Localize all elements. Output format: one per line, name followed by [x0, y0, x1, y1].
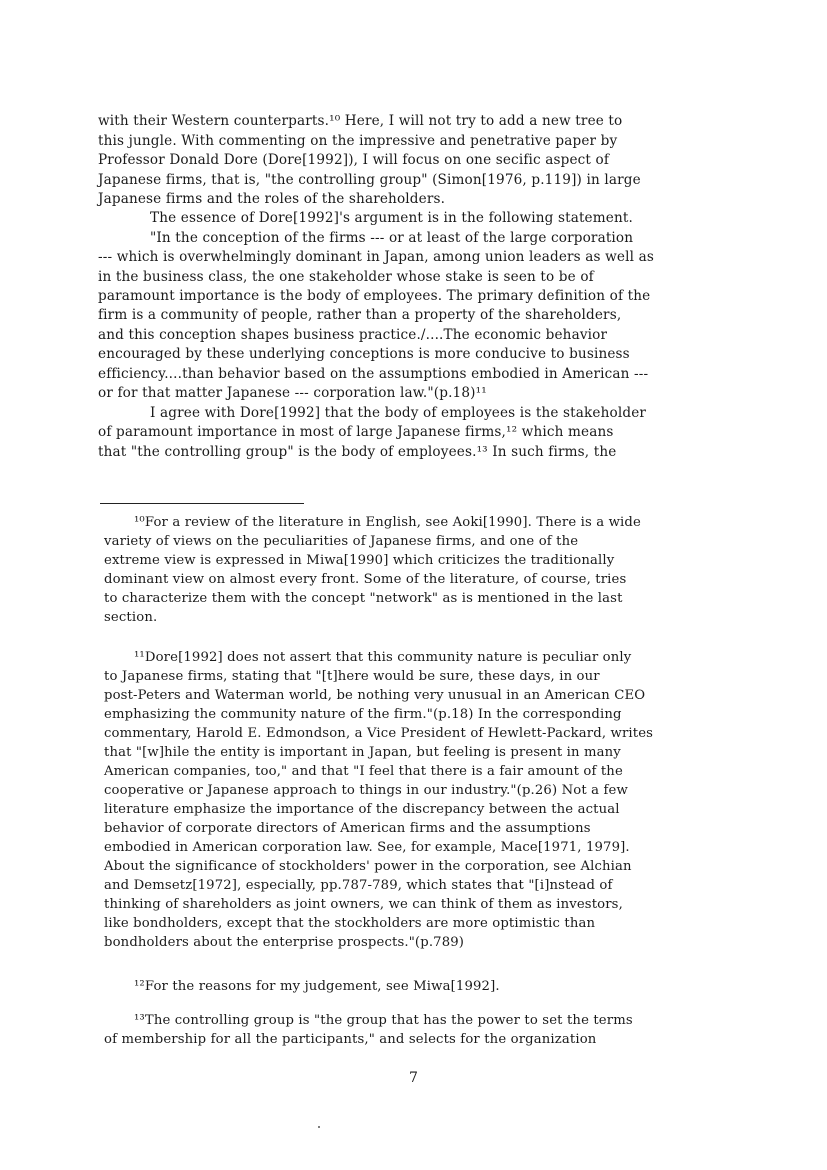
footnote-11-line: like bondholders, except that the stockholders are more optimistic than — [104, 916, 596, 931]
quote-line: paramount importance is the body of employees. The primary definition of the — [98, 288, 651, 304]
footnote-10-line: variety of views on the peculiarities of Japanese firms, and one of the — [104, 534, 579, 549]
footnote-13-line: ¹³The controlling group is "the group that has the power to set the terms — [134, 1013, 633, 1028]
scan-speck — [318, 1126, 320, 1128]
footnote-10-line: dominant view on almost every front. Some of the literature, of course, tries — [104, 572, 627, 587]
footnote-11-line: emphasizing the community nature of the firm."(p.18) In the corresponding — [104, 707, 622, 722]
quote-line: "In the conception of the firms --- or at least of the large corporation — [150, 230, 634, 246]
quote-line: encouraged by these underlying conceptions is more conducive to business — [98, 346, 630, 362]
footnote-11-line: About the significance of stockholders' power in the corporation, see Alchian — [104, 859, 632, 874]
quote-line: --- which is overwhelmingly dominant in Japan, among union leaders as well as — [98, 249, 654, 265]
body-line: of paramount importance in most of large Japanese firms,¹² which means — [98, 424, 614, 440]
footnote-10-line: to characterize them with the concept "network" as is mentioned in the last — [104, 591, 623, 606]
footnote-10-line: section. — [104, 610, 158, 625]
body-line: The essence of Dore[1992]'s argument is in the following statement. — [150, 210, 633, 226]
footnote-11-line: commentary, Harold E. Edmondson, a Vice President of Hewlett-Packard, writes — [104, 726, 654, 741]
footnote-11-line: and Demsetz[1972], especially, pp.787-789, which states that "[i]nstead of — [104, 878, 613, 893]
body-line: I agree with Dore[1992] that the body of employees is the stakeholder — [150, 405, 647, 421]
footnote-separator — [100, 503, 304, 504]
body-line: Japanese firms, that is, "the controlling group" (Simon[1976, p.119]) in large — [98, 172, 641, 188]
body-line: Professor Donald Dore (Dore[1992]), I will focus on one secific aspect of — [98, 152, 610, 168]
footnote-11-line: literature emphasize the importance of the discrepancy between the actual — [104, 802, 620, 817]
quote-line: firm is a community of people, rather than a property of the shareholders, — [98, 307, 622, 323]
body-line: that "the controlling group" is the body of employees.¹³ In such firms, the — [98, 444, 617, 460]
page-number: 7 — [409, 1070, 418, 1086]
footnote-13-line: of membership for all the participants," and selects for the organization — [104, 1032, 597, 1047]
footnote-10-line: ¹⁰For a review of the literature in English, see Aoki[1990]. There is a wide — [134, 515, 641, 530]
footnote-11-line: bondholders about the enterprise prospects."(p.789) — [104, 935, 465, 950]
footnote-11-line: behavior of corporate directors of American firms and the assumptions — [104, 821, 591, 836]
footnote-11-line: post-Peters and Waterman world, be nothing very unusual in an American CEO — [104, 688, 646, 703]
footnote-11-line: that "[w]hile the entity is important in Japan, but feeling is present in many — [104, 745, 621, 760]
body-line: with their Western counterparts.¹⁰ Here, I will not try to add a new tree to — [98, 113, 623, 129]
body-line: Japanese firms and the roles of the shareholders. — [98, 191, 446, 207]
footnote-11-line: thinking of shareholders as joint owners, we can think of them as investors, — [104, 897, 623, 912]
footnote-10-line: extreme view is expressed in Miwa[1990] which criticizes the traditionally — [104, 553, 615, 568]
quote-line: efficiency....than behavior based on the assumptions embodied in American --- — [98, 366, 649, 382]
footnote-12-line: ¹²For the reasons for my judgement, see Miwa[1992]. — [134, 979, 500, 994]
footnote-11-line: cooperative or Japanese approach to things in our industry."(p.26) Not a few — [104, 783, 628, 798]
footnote-11-line: to Japanese firms, stating that "[t]here would be sure, these days, in our — [104, 669, 600, 684]
footnote-11-line: ¹¹Dore[1992] does not assert that this community nature is peculiar only — [134, 650, 632, 665]
quote-line: or for that matter Japanese --- corporation law."(p.18)¹¹ — [98, 385, 487, 401]
quote-line: in the business class, the one stakeholder whose stake is seen to be of — [98, 269, 594, 285]
quote-line: and this conception shapes business practice./....The economic behavior — [98, 327, 608, 343]
footnote-11-line: embodied in American corporation law. See, for example, Mace[1971, 1979]. — [104, 840, 630, 855]
body-line: this jungle. With commenting on the impressive and penetrative paper by — [98, 133, 618, 149]
footnote-11-line: American companies, too," and that "I feel that there is a fair amount of the — [104, 764, 623, 779]
